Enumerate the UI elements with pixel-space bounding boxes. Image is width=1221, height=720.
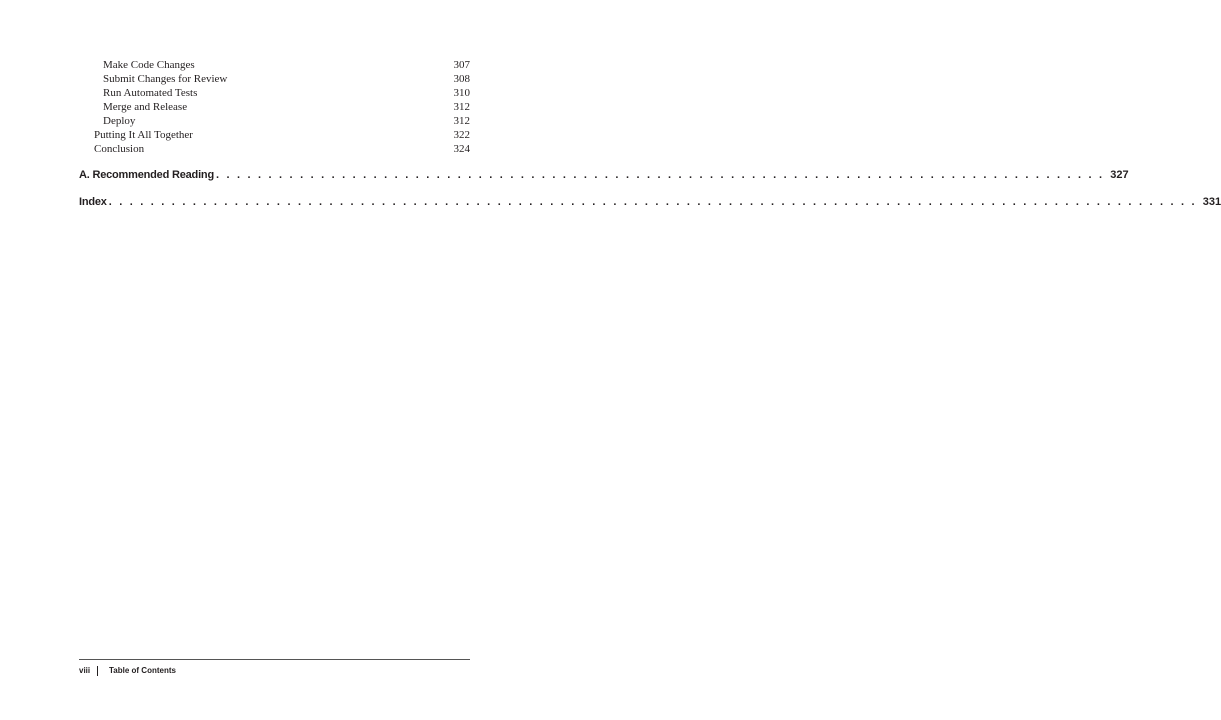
dot-leader: . . . . . . . . . . . . . . . . . . . . . . . . . . . . . . . . . . . . . . . . . . . . . . . . . . . . . . . . . . . . . . . . . . . . . . . . . . . . . . . . . . . . . — [215, 169, 1105, 181]
toc-entry-label: Submit Changes for Review — [103, 73, 228, 85]
toc-entry-deploy[interactable] — [0, 114, 548, 128]
running-head: Table of Contents — [109, 666, 176, 675]
toc-entry-label: Make Code Changes — [103, 59, 195, 71]
toc-entry-label: Merge and Release — [103, 101, 188, 113]
toc-chapter-page: 331 — [1202, 196, 1221, 208]
toc-chapter-label: A. Recommended Reading — [79, 169, 214, 181]
toc-entry-page: 312 — [453, 101, 470, 113]
toc-entry-page: 307 — [453, 59, 470, 71]
toc-entry-label: Deploy — [103, 115, 136, 127]
toc-chapter-recommended-reading[interactable] — [79, 167, 1129, 183]
toc-chapter-page: 327 — [1110, 169, 1129, 181]
toc-entry-run-automated-tests[interactable] — [0, 86, 548, 100]
toc-entry-page: 324 — [453, 143, 470, 155]
toc-entry-page: 310 — [453, 87, 470, 99]
dot-leader: . . . . . . . . . . . . . . . . . . . . . . . . . . . . . . . . . . . . . . . . . . . . . . . . . . . . . . . . . . . . . . . . . . . . . . . . . . . . . . . . . . . . . . . . . . . . . . . . . . . . . . . . — [108, 196, 1197, 208]
toc-entry-conclusion[interactable] — [0, 142, 548, 156]
toc-entry-putting-it-all-together[interactable] — [0, 128, 548, 142]
toc-entry-page: 312 — [453, 115, 470, 127]
toc-entry-label: Putting It All Together — [94, 129, 193, 141]
toc-entry-submit-changes-for-review[interactable] — [0, 72, 548, 86]
toc-entry-make-code-changes[interactable] — [0, 58, 548, 72]
toc-entry-label: Conclusion — [94, 143, 145, 155]
footer-rule — [79, 659, 470, 660]
page-number: viii — [79, 666, 91, 675]
toc-entry-page: 308 — [453, 73, 470, 85]
toc-chapter-index[interactable] — [79, 194, 1221, 210]
toc-entry-merge-and-release[interactable] — [0, 100, 548, 114]
toc-entry-page: 322 — [453, 129, 470, 141]
toc-chapter-label: Index — [79, 196, 107, 208]
toc-entry-label: Run Automated Tests — [103, 87, 198, 99]
footer-separator — [97, 666, 98, 676]
